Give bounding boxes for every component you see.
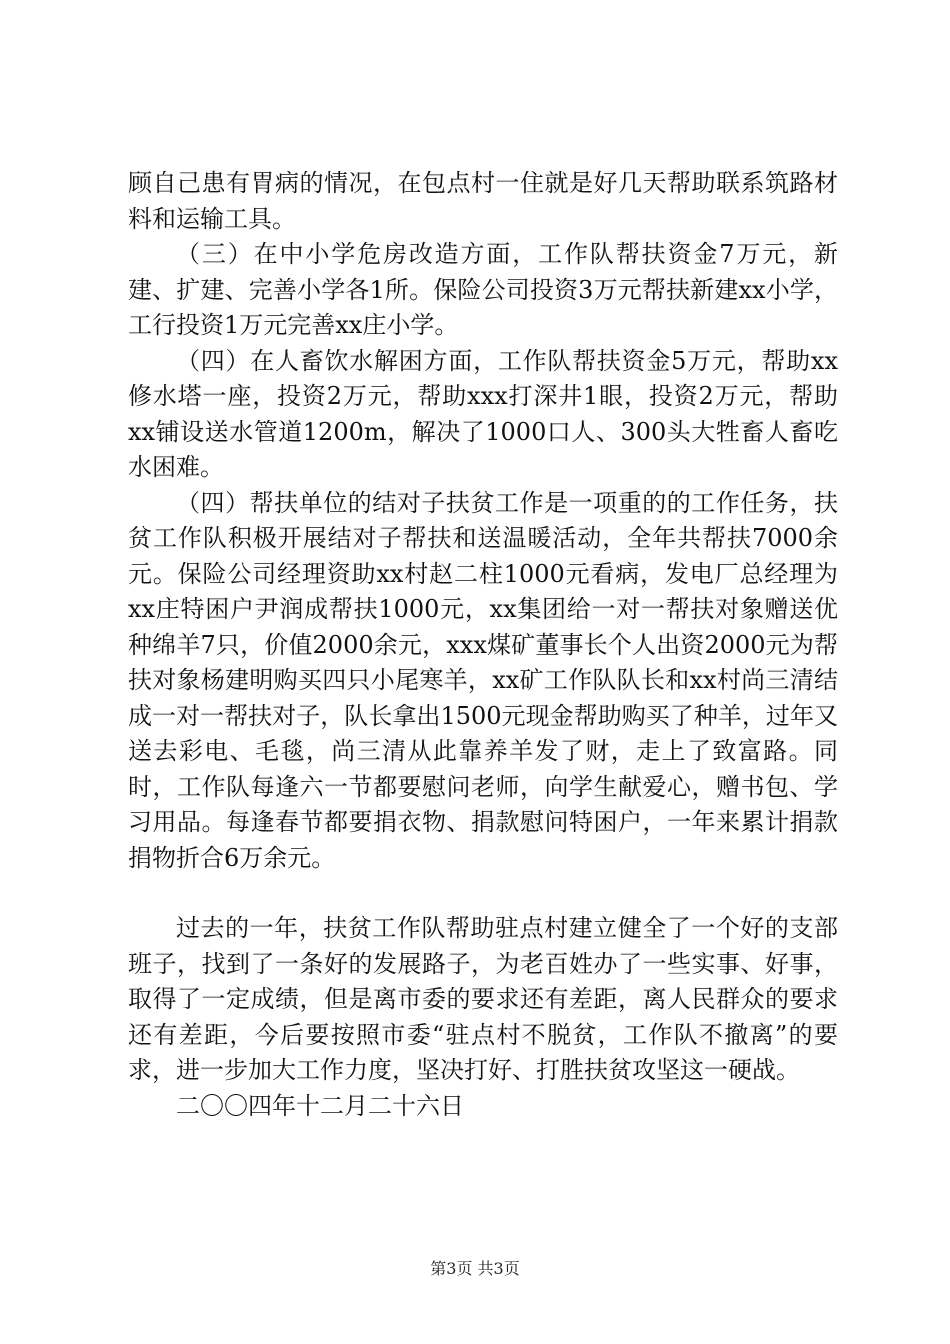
paragraph-continuation: 顾自己患有胃病的情况，在包点村一住就是好几天帮助联系筑路材料和运输工具。 [128, 169, 838, 233]
page-footer: 第3页 共3页 [430, 1259, 520, 1278]
paragraph-school-renovation: （三）在中小学危房改造方面，工作队帮扶资金7万元，新建、扩建、完善小学各1所。保险公司投资3万元帮扶新建xx小学，工行投资1万元完善xx庄小学。 [128, 240, 838, 339]
paragraph-pairing-assistance: （四）帮扶单位的结对子扶贫工作是一项重的的工作任务，扶贫工作队积极开展结对子帮扶和送温暖活动，全年共帮扶7000余元。保险公司经理资助xx村赵二柱1000元看病，发电厂总经理为xx庄特困户尹润成帮扶1000元，xx集团给一对一帮扶对象赠送优种绵羊7只，价值2000余元，xxx煤矿董事长个人出资2000元为帮扶对象杨建明购买四只小尾寒羊，xx矿工作队队长和xx村尚三清结成一对一帮扶对子，队长拿出1500元现金帮助购买了种羊，过年又送去彩电、毛毯，尚三清从此靠养羊发了财，走上了致富路。同时，工作队每逢六一节都要慰问老师，向学生献爱心，赠书包、学习用品。每逢春节都要捐衣物、捐款慰问特困户，一年来累计捐款捐物折合6万余元。 [128, 488, 838, 872]
document-body [128, 166, 838, 1124]
paragraph-summary: 过去的一年，扶贫工作队帮助驻点村建立健全了一个好的支部班子，找到了一条好的发展路子，为老百姓办了一些实事、好事，取得了一定成绩，但是离市委的要求还有差距，离人民群众的要求还有差距，今后要按照市委“驻点村不脱贫，工作队不撤离”的要求，进一步加大工作力度，坚决打好、打胜扶贫攻坚这一硬战。 [128, 914, 838, 1084]
document-date: 二〇〇四年十二月二十六日 [176, 1091, 464, 1120]
paragraph-spacer [128, 876, 838, 911]
paragraph-drinking-water: （四）在人畜饮水解困方面，工作队帮扶资金5万元，帮助xx修水塔一座，投资2万元，帮助xxx打深井1眼，投资2万元，帮助xx铺设送水管道1200m，解决了1000口人、300头大牲畜人畜吃水困难。 [128, 346, 838, 481]
